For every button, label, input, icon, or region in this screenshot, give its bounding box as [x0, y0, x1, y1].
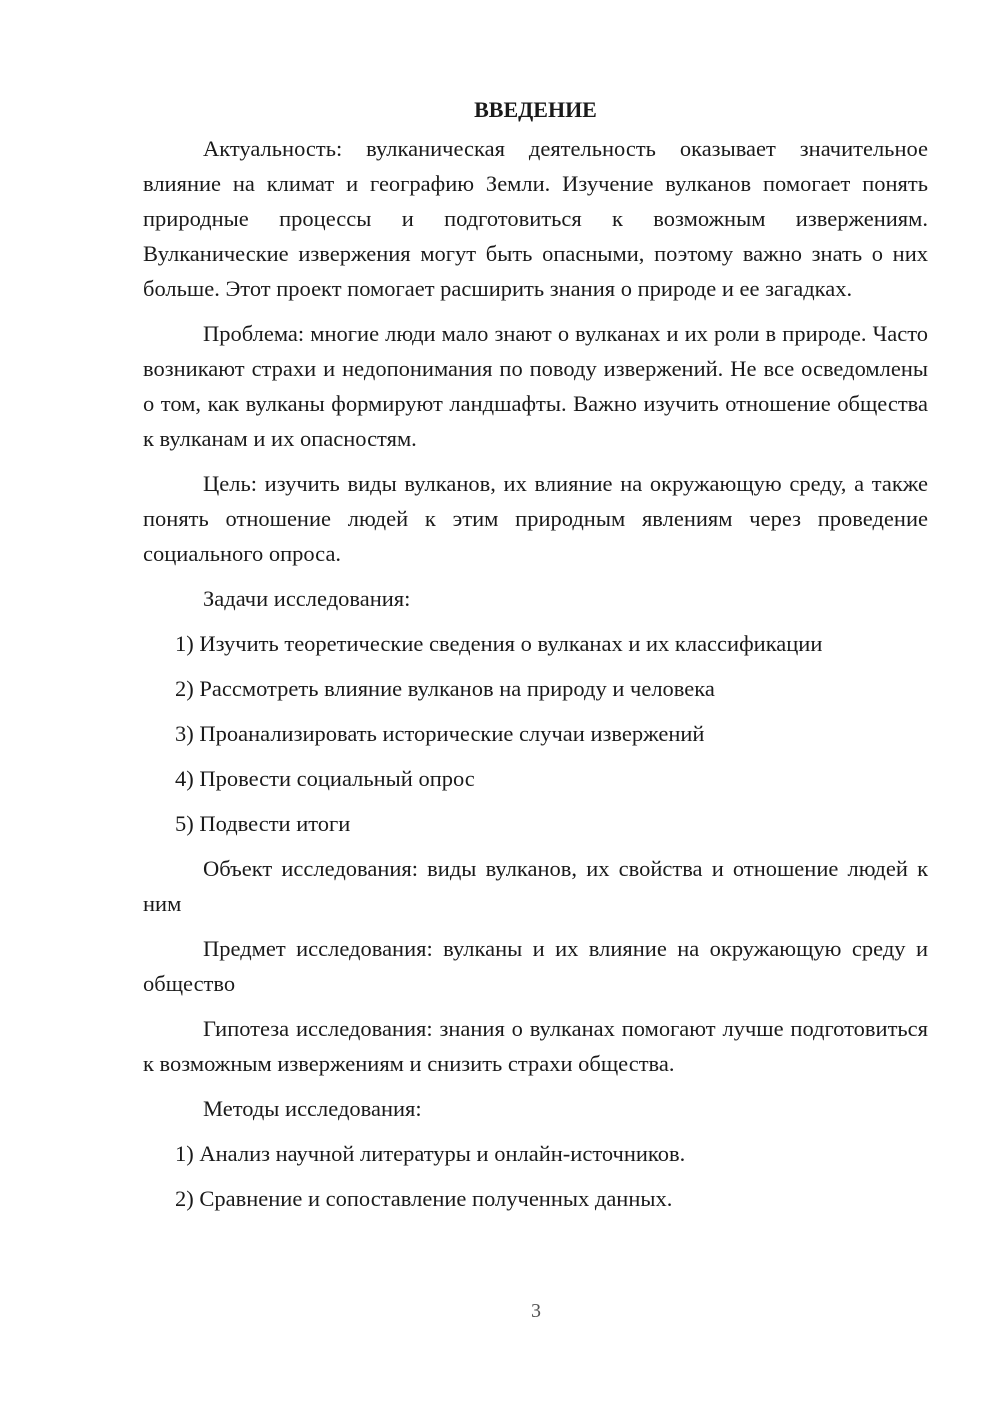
- method-item: 1) Анализ научной литературы и онлайн-источников.: [175, 1141, 686, 1166]
- relevance-paragraph: Актуальность: вулканическая деятельность оказывает значительное влияние на климат и географию Земли. Изучение вулканов помогает понять природные процессы и подготовиться к возможным извержениям. Вулканические извержения могут быть опасными, поэтому важно знать о них больше. Этот проект помогает расширить знания о природе и ее загадках.: [143, 136, 928, 301]
- tasks-list: [143, 626, 928, 841]
- task-item: 2) Рассмотреть влияние вулканов на природу и человека: [175, 676, 715, 701]
- page-number: 3: [531, 1300, 541, 1322]
- page-title: ВВЕДЕНИЕ: [474, 97, 597, 122]
- methods-heading: Методы исследования:: [203, 1096, 422, 1121]
- method-item: 2) Сравнение и сопоставление полученных данных.: [175, 1186, 673, 1211]
- task-item: 4) Провести социальный опрос: [175, 766, 475, 791]
- object-paragraph: Объект исследования: виды вулканов, их свойства и отношение людей к ним: [143, 856, 928, 916]
- subject-paragraph: Предмет исследования: вулканы и их влияние на окружающую среду и общество: [143, 936, 928, 996]
- hypothesis-paragraph: Гипотеза исследования: знания о вулканах помогают лучше подготовиться к возможным извержениям и снизить страхи общества.: [143, 1016, 928, 1076]
- task-item: 3) Проанализировать исторические случаи извержений: [175, 721, 705, 746]
- problem-paragraph: Проблема: многие люди мало знают о вулканах и их роли в природе. Часто возникают страхи и недопонимания по поводу извержений. Не все осведомлены о том, как вулканы формируют ландшафты. Важно изучить отношение общества к вулканам и их опасностям.: [143, 321, 928, 451]
- goal-paragraph: Цель: изучить виды вулканов, их влияние на окружающую среду, а также понять отношение людей к этим природным явлениям через проведение социального опроса.: [143, 471, 928, 566]
- task-item: 5) Подвести итоги: [175, 811, 351, 836]
- page-content: [143, 92, 928, 1226]
- tasks-heading: Задачи исследования:: [203, 586, 411, 611]
- methods-list: [143, 1136, 928, 1216]
- task-item: 1) Изучить теоретические сведения о вулканах и их классификации: [175, 631, 823, 656]
